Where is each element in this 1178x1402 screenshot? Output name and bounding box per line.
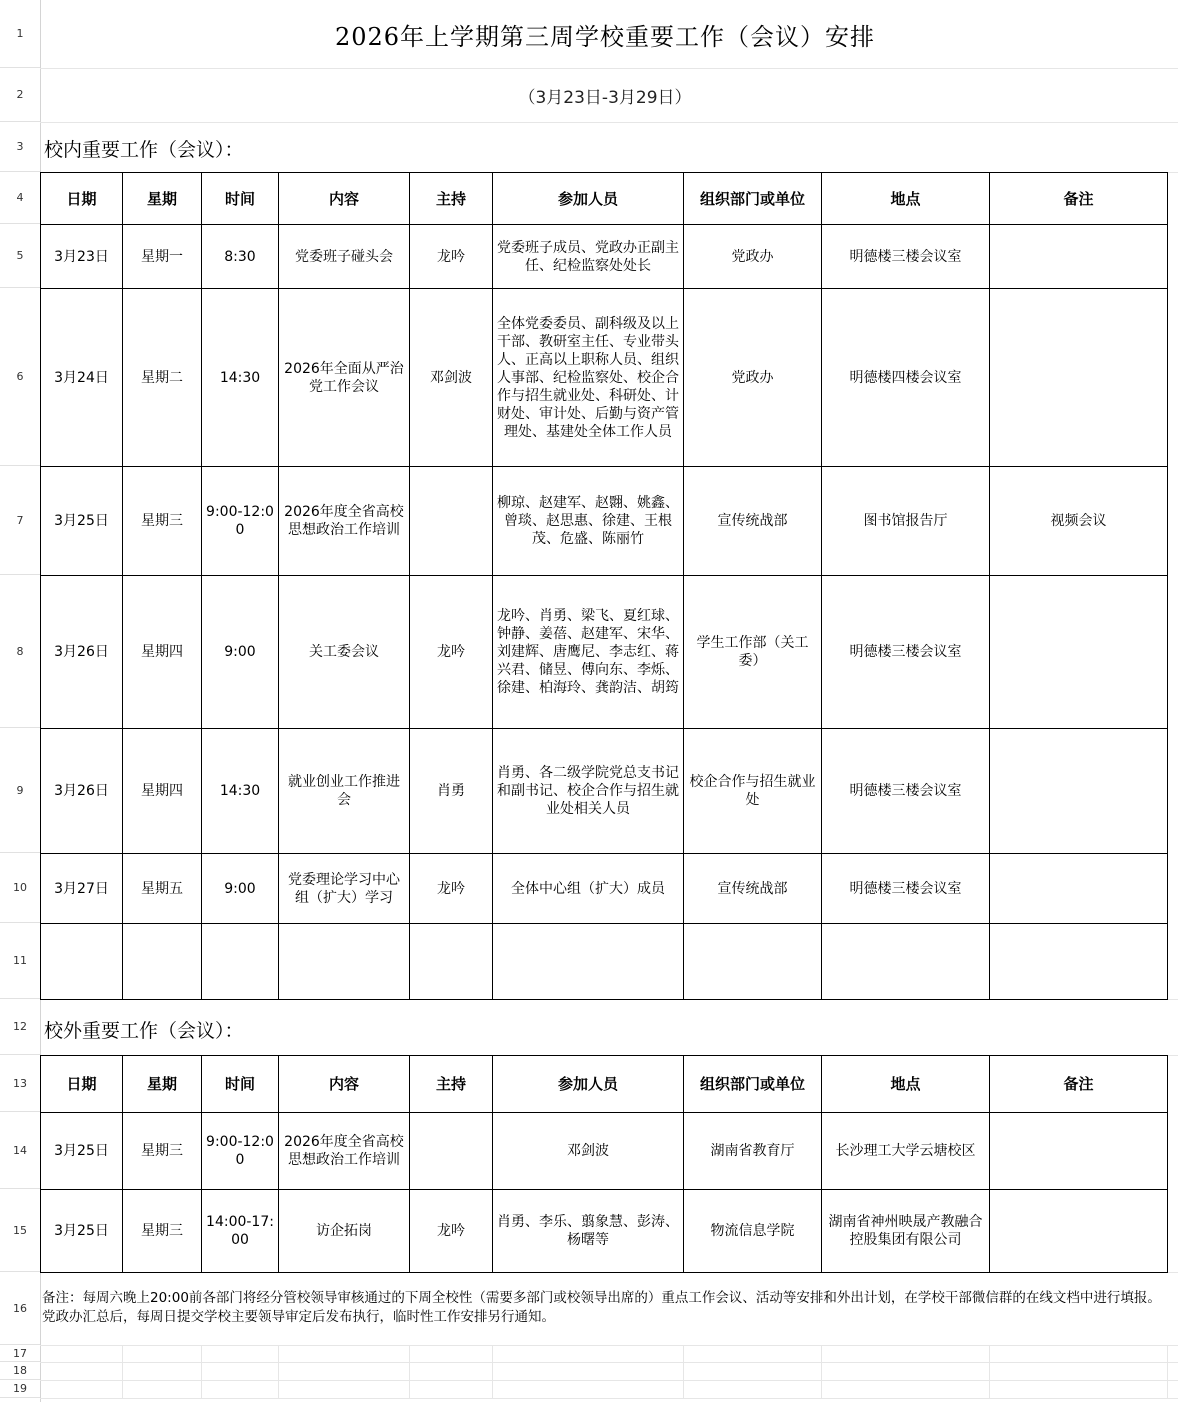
cell-content[interactable]: 2026年度全省高校思想政治工作培训 [279, 467, 410, 576]
cell-organizer[interactable]: 学生工作部（关工委） [684, 576, 822, 729]
cell-participants[interactable]: 全体中心组（扩大）成员 [493, 854, 684, 924]
cell-host[interactable] [410, 1113, 493, 1190]
cell-participants[interactable]: 全体党委委员、副科级及以上干部、教研室主任、专业带头人、正高以上职称人员、组织人事部、纪检监察处、校企合作与招生就业处、科研处、计财处、审计处、后勤与资产管理处、基建处全体工作人员 [493, 289, 684, 467]
cell-weekday[interactable]: 星期三 [123, 1190, 202, 1273]
cell-time[interactable]: 14:30 [202, 289, 279, 467]
cell-content[interactable]: 党委班子碰头会 [279, 225, 410, 289]
row-header[interactable]: 14 [0, 1112, 40, 1189]
footnote[interactable]: 备注：每周六晚上20:00前各部门将经分管校领导审核通过的下周全校性（需要多部门或校领导出席的）重点工作会议、活动等安排和外出计划，在学校干部微信群的在线文档中进行填报。党政办汇总后，每周日提交学校主要领导审定后发布执行，临时性工作安排另行通知。 [42, 1290, 1161, 1325]
header-date[interactable]: 日期 [41, 173, 123, 225]
header-host[interactable]: 主持 [410, 173, 493, 225]
cell-date[interactable] [41, 924, 123, 1000]
cell-time[interactable]: 14:00-17:00 [202, 1190, 279, 1273]
header-participants[interactable]: 参加人员 [493, 1056, 684, 1113]
cell-participants[interactable]: 肖勇、李乐、翦象慧、彭涛、杨曙等 [493, 1190, 684, 1273]
gridline [492, 1345, 493, 1398]
gridline [683, 1345, 684, 1398]
header-location[interactable]: 地点 [822, 1056, 990, 1113]
cell-weekday[interactable]: 星期四 [123, 576, 202, 729]
cell-remarks[interactable] [990, 729, 1168, 854]
cell-content[interactable]: 2026年度全省高校思想政治工作培训 [279, 1113, 410, 1190]
cell-time[interactable]: 9:00 [202, 854, 279, 924]
external-section-title[interactable]: 校外重要工作（会议）： [44, 1020, 244, 1042]
cell-weekday[interactable] [123, 924, 202, 1000]
cell-organizer[interactable]: 党政办 [684, 225, 822, 289]
cell-organizer[interactable]: 党政办 [684, 289, 822, 467]
row-header[interactable]: 10 [0, 853, 40, 923]
internal-schedule-table [40, 172, 1168, 1000]
table-row [41, 1113, 1168, 1190]
gridline [278, 1345, 279, 1398]
gridline [821, 1345, 822, 1398]
header-host[interactable]: 主持 [410, 1056, 493, 1113]
cell-time[interactable]: 9:00-12:00 [202, 1113, 279, 1190]
row-header[interactable]: 1 [0, 0, 40, 68]
table-row [41, 924, 1168, 1000]
cell-weekday[interactable]: 星期四 [123, 729, 202, 854]
cell-content[interactable]: 党委理论学习中心组（扩大）学习 [279, 854, 410, 924]
row-header[interactable]: 13 [0, 1055, 40, 1112]
cell-host[interactable]: 肖勇 [410, 729, 493, 854]
cell-location[interactable] [822, 924, 990, 1000]
row-header[interactable]: 18 [0, 1362, 40, 1380]
row-header[interactable]: 5 [0, 224, 40, 288]
cell-date[interactable]: 3月27日 [41, 854, 123, 924]
row-header[interactable]: 11 [0, 923, 40, 999]
cell-weekday[interactable]: 星期一 [123, 225, 202, 289]
cell-organizer[interactable] [684, 924, 822, 1000]
gridline [1167, 1345, 1168, 1398]
cell-remarks[interactable] [990, 1113, 1168, 1190]
cell-location[interactable]: 图书馆报告厅 [822, 467, 990, 576]
table-row [41, 576, 1168, 729]
cell-host[interactable]: 龙吟 [410, 854, 493, 924]
cell-remarks[interactable] [990, 289, 1168, 467]
cell-weekday[interactable]: 星期三 [123, 467, 202, 576]
table-row [41, 225, 1168, 289]
cell-host[interactable] [410, 467, 493, 576]
cell-host[interactable]: 龙吟 [410, 576, 493, 729]
table-row [41, 1190, 1168, 1273]
cell-location[interactable]: 明德楼三楼会议室 [822, 225, 990, 289]
cell-content[interactable]: 关工委会议 [279, 576, 410, 729]
cell-organizer[interactable]: 校企合作与招生就业处 [684, 729, 822, 854]
cell-date[interactable]: 3月25日 [41, 467, 123, 576]
header-location[interactable]: 地点 [822, 173, 990, 225]
cell-participants[interactable]: 邓剑波 [493, 1113, 684, 1190]
cell-content[interactable] [279, 924, 410, 1000]
gridline [989, 1345, 990, 1398]
gridline [201, 1345, 202, 1398]
cell-organizer[interactable]: 湖南省教育厅 [684, 1113, 822, 1190]
cell-time[interactable]: 8:30 [202, 225, 279, 289]
cell-content[interactable]: 访企拓岗 [279, 1190, 410, 1273]
header-participants[interactable]: 参加人员 [493, 173, 684, 225]
header-content[interactable]: 内容 [279, 173, 410, 225]
cell-content[interactable]: 就业创业工作推进会 [279, 729, 410, 854]
header-weekday[interactable]: 星期 [123, 173, 202, 225]
row-header[interactable]: 16 [0, 1272, 40, 1345]
cell-organizer[interactable]: 物流信息学院 [684, 1190, 822, 1273]
gridline [409, 1345, 410, 1398]
gridline [40, 1362, 1178, 1363]
cell-date[interactable]: 3月23日 [41, 225, 123, 289]
table-header-row [41, 173, 1168, 225]
gridline [40, 1345, 1178, 1346]
header-organizer[interactable]: 组织部门或单位 [684, 173, 822, 225]
gridline [40, 122, 1178, 123]
cell-location[interactable]: 湖南省神州映晟产教融合控股集团有限公司 [822, 1190, 990, 1273]
cell-weekday[interactable]: 星期五 [123, 854, 202, 924]
cell-location[interactable]: 长沙理工大学云塘校区 [822, 1113, 990, 1190]
date-range[interactable]: （3月23日-3月29日） [518, 87, 692, 108]
cell-organizer[interactable]: 宣传统战部 [684, 467, 822, 576]
cell-remarks[interactable] [990, 576, 1168, 729]
row-header[interactable]: 15 [0, 1189, 40, 1272]
cell-weekday[interactable]: 星期三 [123, 1113, 202, 1190]
header-organizer[interactable]: 组织部门或单位 [684, 1056, 822, 1113]
cell-location[interactable]: 明德楼四楼会议室 [822, 289, 990, 467]
row-header[interactable]: 9 [0, 728, 40, 853]
row-header[interactable]: 8 [0, 575, 40, 728]
cell-host[interactable]: 邓剑波 [410, 289, 493, 467]
cell-time[interactable] [202, 924, 279, 1000]
cell-time[interactable]: 9:00 [202, 576, 279, 729]
row-header[interactable]: 4 [0, 172, 40, 224]
gridline [40, 1380, 1178, 1381]
cell-date[interactable]: 3月26日 [41, 576, 123, 729]
cell-date[interactable]: 3月25日 [41, 1190, 123, 1273]
cell-participants[interactable]: 党委班子成员、党政办正副主任、纪检监察处处长 [493, 225, 684, 289]
page-title[interactable]: 2026年上学期第三周学校重要工作（会议）安排 [334, 22, 876, 51]
cell-location[interactable]: 明德楼三楼会议室 [822, 729, 990, 854]
row-header[interactable]: 7 [0, 466, 40, 575]
cell-time[interactable]: 14:30 [202, 729, 279, 854]
table-header-row [41, 1056, 1168, 1113]
cell-location[interactable]: 明德楼三楼会议室 [822, 576, 990, 729]
header-date[interactable]: 日期 [41, 1056, 123, 1113]
cell-remarks[interactable] [990, 225, 1168, 289]
cell-date[interactable]: 3月25日 [41, 1113, 123, 1190]
cell-participants[interactable]: 柳琼、赵建军、赵翾、姚鑫、曾琰、赵思惠、徐建、王根茂、危盛、陈丽竹 [493, 467, 684, 576]
cell-remarks[interactable] [990, 854, 1168, 924]
header-time[interactable]: 时间 [202, 1056, 279, 1113]
row-header[interactable]: 2 [0, 68, 40, 122]
cell-time[interactable]: 9:00-12:00 [202, 467, 279, 576]
cell-weekday[interactable]: 星期二 [123, 289, 202, 467]
header-weekday[interactable]: 星期 [123, 1056, 202, 1113]
table-row [41, 729, 1168, 854]
table-row [41, 467, 1168, 576]
row-header[interactable]: 17 [0, 1345, 40, 1362]
header-time[interactable]: 时间 [202, 173, 279, 225]
table-row [41, 854, 1168, 924]
gridline [40, 1398, 1178, 1399]
cell-participants[interactable] [493, 924, 684, 1000]
internal-section-title[interactable]: 校内重要工作（会议）： [44, 139, 244, 161]
header-remarks[interactable]: 备注 [990, 173, 1168, 225]
cell-organizer[interactable]: 宣传统战部 [684, 854, 822, 924]
cell-date[interactable]: 3月24日 [41, 289, 123, 467]
table-row [41, 289, 1168, 467]
cell-participants[interactable]: 肖勇、各二级学院党总支书记和副书记、校企合作与招生就业处相关人员 [493, 729, 684, 854]
cell-host[interactable] [410, 924, 493, 1000]
cell-host[interactable]: 龙吟 [410, 225, 493, 289]
header-content[interactable]: 内容 [279, 1056, 410, 1113]
cell-content[interactable]: 2026年全面从严治党工作会议 [279, 289, 410, 467]
row-header[interactable]: 3 [0, 122, 40, 172]
cell-date[interactable]: 3月26日 [41, 729, 123, 854]
row-header[interactable]: 19 [0, 1380, 40, 1398]
gridline [122, 1345, 123, 1398]
header-remarks[interactable]: 备注 [990, 1056, 1168, 1113]
cell-host[interactable]: 龙吟 [410, 1190, 493, 1273]
cell-remarks[interactable] [990, 924, 1168, 1000]
row-header[interactable]: 6 [0, 288, 40, 466]
cell-location[interactable]: 明德楼三楼会议室 [822, 854, 990, 924]
cell-remarks[interactable]: 视频会议 [990, 467, 1168, 576]
external-schedule-table [40, 1055, 1168, 1273]
cell-remarks[interactable] [990, 1190, 1168, 1273]
cell-participants[interactable]: 龙吟、肖勇、梁飞、夏红球、钟静、姜蓓、赵建军、宋华、刘建辉、唐鹰尼、李志红、蒋兴君、储昱、傅向东、李烁、徐建、柏海玲、龚韵洁、胡筠 [493, 576, 684, 729]
row-header[interactable]: 12 [0, 999, 40, 1055]
